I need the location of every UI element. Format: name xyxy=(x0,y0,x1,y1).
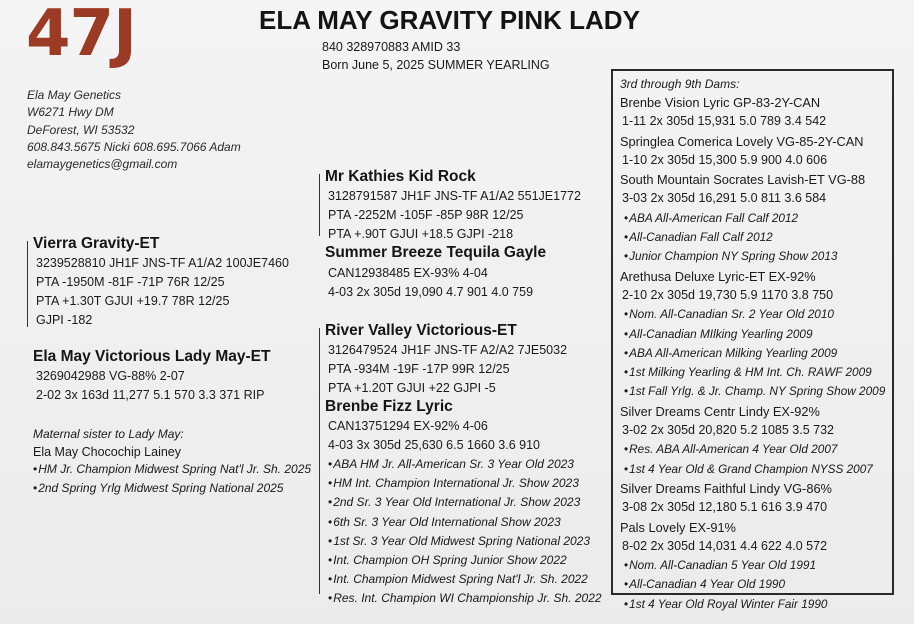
dam-name: Ela May Victorious Lady May-ET xyxy=(33,348,271,365)
dam-entry-award: • All-Canadian Fall Calf 2012 xyxy=(620,228,885,247)
sire-details xyxy=(36,254,289,330)
dam-entry-name: Springlea Comerica Lovely VG-85-2Y-CAN xyxy=(620,133,864,149)
sire-dam-line: 4-03 2x 305d 19,090 4.7 901 4.0 759 xyxy=(328,285,534,299)
dam-entry-award: • 1st 4 Year Old Royal Winter Fair 1990 xyxy=(620,595,885,614)
dam-dam-award: • 6th Sr. 3 Year Old International Show 2023 xyxy=(328,513,602,532)
dam-details xyxy=(36,367,264,405)
sire-sire-line: PTA +.90T GJUI +18.5 GJPI -218 xyxy=(328,227,514,241)
sire-line: 3239528810 JH1F JNS-TF A1/A2 100JE7460 xyxy=(36,256,289,270)
birth-line: Born June 5, 2025 SUMMER YEARLING xyxy=(322,58,550,72)
sire-sire-line: PTA -2252M -105F -85P 98R 12/25 xyxy=(328,208,524,222)
breeder-email: elamaygenetics@gmail.com xyxy=(27,157,178,172)
dam-dam-line: 4-03 3x 305d 25,630 6.5 1660 3.6 910 xyxy=(328,438,540,452)
sire-sire-details xyxy=(328,187,581,244)
dam-line: 2-02 3x 163d 11,277 5.1 570 3.3 371 RIP xyxy=(36,388,265,402)
dam-entry-record: 1-11 2x 305d 15,931 5.0 789 3.4 542 xyxy=(622,114,827,129)
dam-dam-award: • Res. Int. Champion WI Championship Jr. Sh. 2022 xyxy=(328,589,602,608)
dam-entry-award: • ABA All-American Milking Yearling 2009 xyxy=(620,344,885,363)
dams-heading: 3rd through 9th Dams: xyxy=(620,77,740,91)
dam-sire-line: PTA -934M -19F -17P 99R 12/25 xyxy=(328,362,510,376)
dam-dam-line: CAN13751294 EX-92% 4-06 xyxy=(328,419,488,433)
sire-line: PTA +1.30T GJUI +19.7 78R 12/25 xyxy=(36,294,230,308)
dam-dam-name: Brenbe Fizz Lyric xyxy=(325,398,453,415)
sire-sire-name: Mr Kathies Kid Rock xyxy=(325,168,476,185)
dam-dam-details xyxy=(328,417,602,609)
sibling-section xyxy=(33,425,311,498)
sire-dam-line: CAN12938485 EX-93% 4-04 xyxy=(328,266,488,280)
dam-sire-line: 3126479524 JH1F JNS-TF A2/A2 7JE5032 xyxy=(328,343,568,357)
lot-number: 47J xyxy=(26,0,136,71)
dam-entry-award: • 1st Milking Yearling & HM Int. Ch. RAWF 2009 xyxy=(620,363,885,382)
dam-entry-record: 8-02 2x 305d 14,031 4.4 622 4.0 572 xyxy=(622,538,828,553)
sire-line: GJPI -182 xyxy=(36,313,93,327)
dam-dam-award: • Int. Champion Midwest Spring Nat'l Jr. Sh. 2022 xyxy=(328,570,602,589)
dam-entry-record: 3-02 2x 305d 20,820 5.2 1085 3.5 732 xyxy=(622,423,834,438)
dam-entry-record: 1-10 2x 305d 15,300 5.9 900 4.0 606 xyxy=(622,152,828,167)
dam-entry-record: 3-08 2x 305d 12,180 5.1 616 3.9 470 xyxy=(622,500,828,515)
dam-entry-name: Silver Dreams Faithful Lindy VG-86% xyxy=(620,480,832,496)
dam-dam-award: • 1st Sr. 3 Year Old Midwest Spring National 2023 xyxy=(328,532,602,551)
dam-entry-award: • 1st 4 Year Old & Grand Champion NYSS 2007 xyxy=(620,460,885,479)
sire-dam-details xyxy=(328,264,533,302)
dam-entry-name: Silver Dreams Centr Lindy EX-92% xyxy=(620,403,820,419)
breeder-farm: Ela May Genetics xyxy=(27,88,122,102)
dam-entry-record: 2-10 2x 305d 19,730 5.9 1170 3.8 750 xyxy=(622,287,834,302)
dam-entry-name: Arethusa Deluxe Lyric-ET EX-92% xyxy=(620,268,816,284)
dam-entry-name: Pals Lovely EX-91% xyxy=(620,519,736,535)
dam-sire-bracket xyxy=(319,328,320,594)
sire-bracket xyxy=(27,241,28,327)
dam-entry-record: 3-03 2x 305d 16,291 5.0 811 3.6 584 xyxy=(622,191,827,206)
sire-sire-bracket xyxy=(319,174,320,236)
sire-line: PTA -1950M -81F -71P 76R 12/25 xyxy=(36,275,225,289)
dam-sire-details xyxy=(328,341,567,398)
dam-dam-award: • ABA HM Jr. All-American Sr. 3 Year Old 2023 xyxy=(328,455,602,474)
dam-entry-award: • All-Canadian 4 Year Old 1990 xyxy=(620,575,885,594)
sibling-award: • HM Jr. Champion Midwest Spring Nat'l Jr. Sh. 2025 xyxy=(33,460,311,479)
dam-entry-award: • Res. ABA All-American 4 Year Old 2007 xyxy=(620,440,885,459)
sire-name: Vierra Gravity-ET xyxy=(33,235,160,252)
dam-dam-award: • 2nd Sr. 3 Year Old International Jr. Show 2023 xyxy=(328,493,602,512)
sire-sire-line: 3128791587 JH1F JNS-TF A1/A2 551JE1772 xyxy=(328,189,581,203)
dam-entry-name: Brenbe Vision Lyric GP-83-2Y-CAN xyxy=(620,95,821,110)
sibling-heading: Maternal sister to Lady May: xyxy=(33,427,184,441)
sibling-award: • 2nd Spring Yrlg Midwest Spring National 2025 xyxy=(33,479,311,498)
sire-dam-name: Summer Breeze Tequila Gayle xyxy=(325,244,547,261)
breeder-phones: 608.843.5675 Nicki 608.695.7066 Adam xyxy=(27,139,241,154)
breeder-address1: W6271 Hwy DM xyxy=(27,105,114,120)
dam-entry-award: • Junior Champion NY Spring Show 2013 xyxy=(620,247,885,266)
breeder-contact xyxy=(27,87,241,173)
dam-entry-award: • 1st Fall Yrlg. & Jr. Champ. NY Spring Show 2009 xyxy=(620,382,885,401)
sibling-name: Ela May Chocochip Lainey xyxy=(33,445,181,459)
dam-dam-award: • Int. Champion OH Spring Junior Show 2022 xyxy=(328,551,602,570)
animal-name: ELA MAY GRAVITY PINK LADY xyxy=(259,5,640,35)
dams-list xyxy=(620,75,885,614)
registration-line: 840 328970883 AMID 33 xyxy=(322,40,461,54)
dam-sire-line: PTA +1.20T GJUI +22 GJPI -5 xyxy=(328,381,496,395)
dam-entry-award: • ABA All-American Fall Calf 2012 xyxy=(620,209,885,228)
dam-line: 3269042988 VG-88% 2-07 xyxy=(36,369,185,383)
dam-entry-award: • Nom. All-Canadian Sr. 2 Year Old 2010 xyxy=(620,305,885,324)
dam-entry-name: South Mountain Socrates Lavish-ET VG-88 xyxy=(620,172,866,188)
dam-sire-name: River Valley Victorious-ET xyxy=(325,322,517,339)
dam-dam-award: • HM Int. Champion International Jr. Show 2023 xyxy=(328,474,602,493)
breeder-address2: DeForest, WI 53532 xyxy=(27,122,135,137)
dam-entry-award: • Nom. All-Canadian 5 Year Old 1991 xyxy=(620,556,885,575)
dam-entry-award: • All-Canadian MIlking Yearling 2009 xyxy=(620,325,885,344)
